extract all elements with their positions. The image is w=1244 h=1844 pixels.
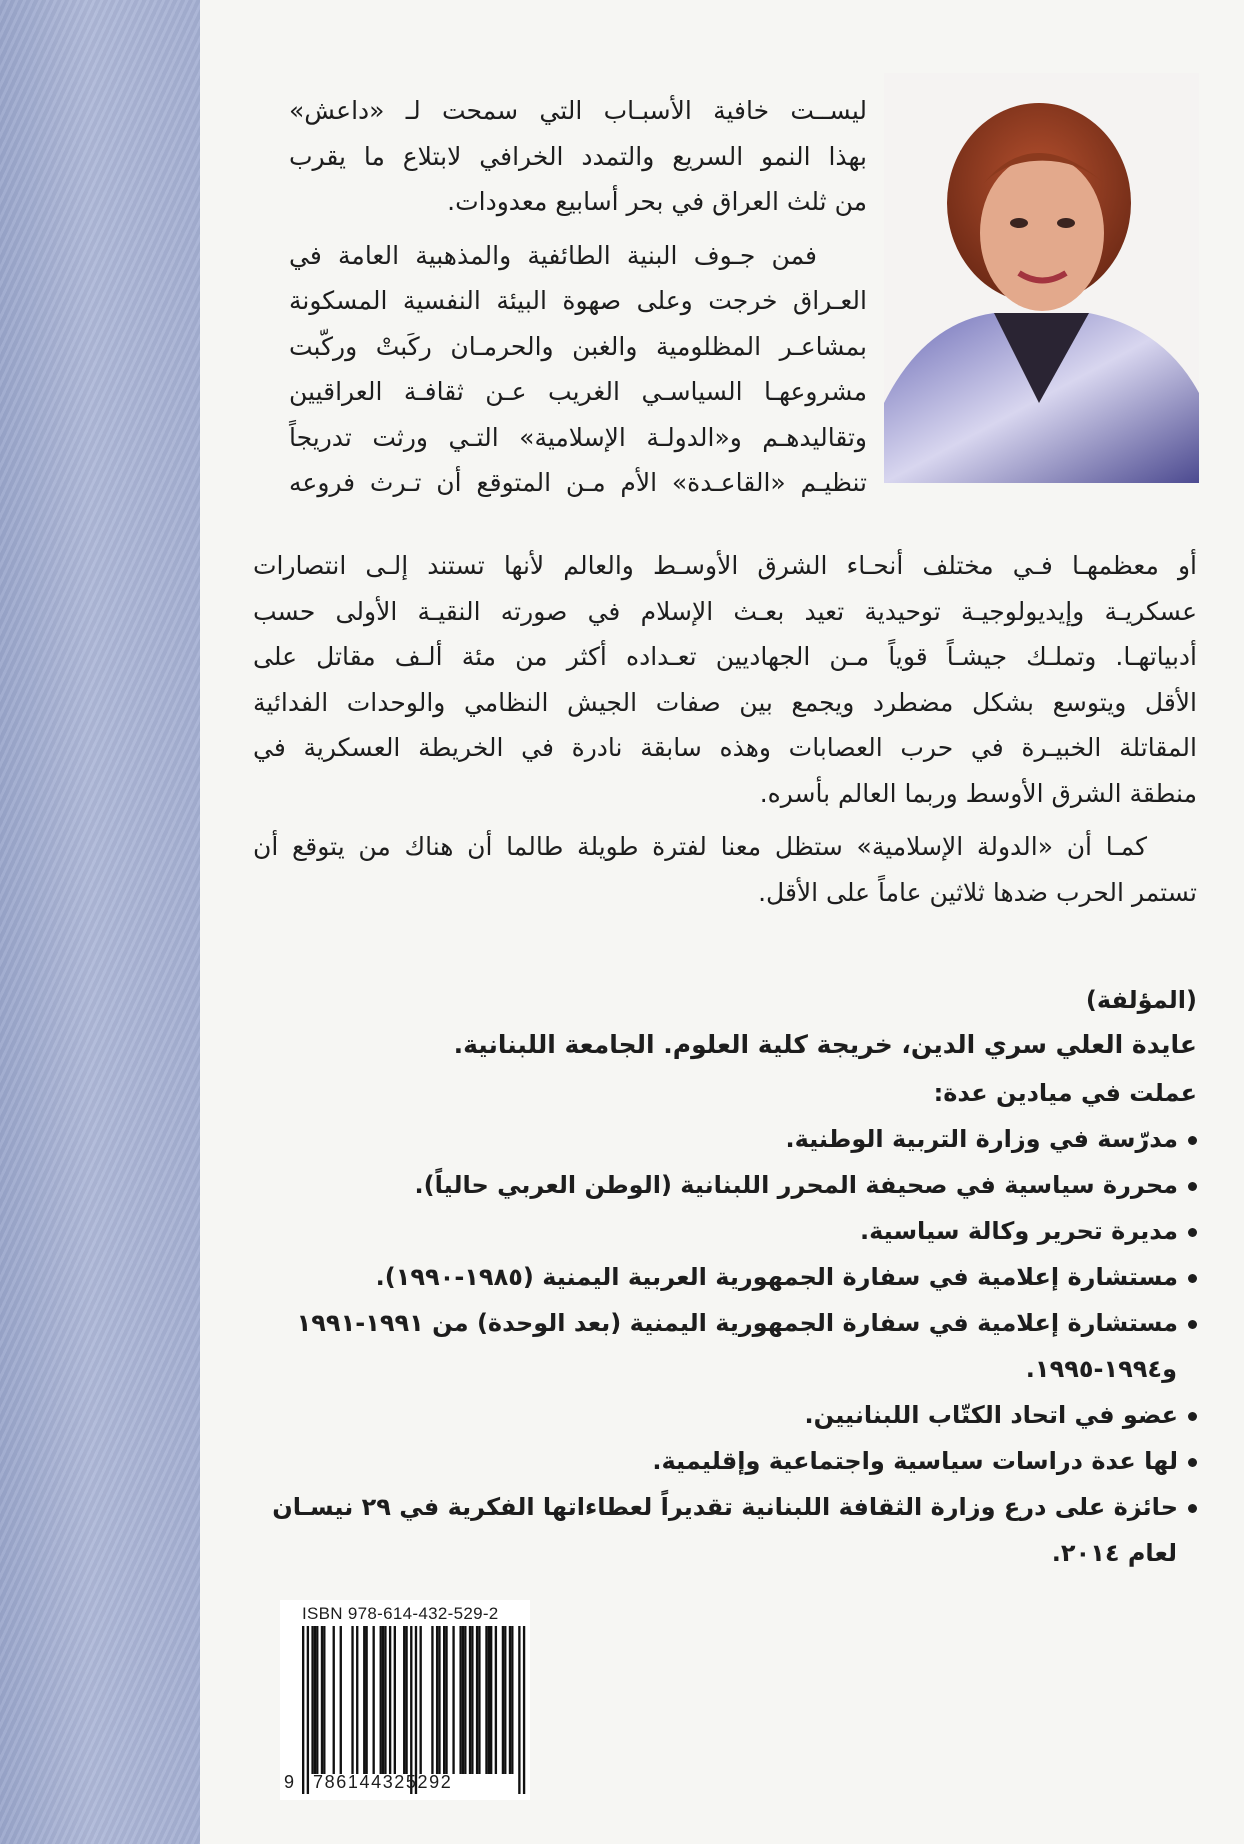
author-photo: [884, 73, 1199, 483]
barcode-bar: [488, 1626, 490, 1774]
barcode-bar: [471, 1626, 473, 1774]
barcode-bar: [314, 1626, 316, 1774]
text-line: أدبياتهـا. وتملـك جيشـاً قوياً مـن الجهاديين تعـداده أكثر من مئة ألـف مقاتل على: [253, 642, 1197, 671]
barcode-bar: [356, 1626, 358, 1774]
bullet-continuation: و١٩٩٤-١٩٩٥.: [1025, 1355, 1177, 1383]
barcode-bar: [311, 1626, 313, 1774]
barcode-bar: [302, 1626, 304, 1794]
barcode-bar: [476, 1626, 478, 1774]
isbn-barcode: [280, 1600, 530, 1800]
bullet-icon: [1188, 1274, 1197, 1283]
barcode-bar: [495, 1626, 497, 1774]
text-line: كمـا أن «الدولة الإسلامية» ستظل معنا لفترة طويلة طالما أن هناك من يتوقع أن: [253, 832, 1147, 861]
bullet-icon: [1188, 1504, 1197, 1513]
text-line: تستمر الحرب ضدها ثلاثين عاماً على الأقل.: [758, 877, 1197, 907]
barcode-bar: [511, 1626, 513, 1774]
barcode-bar: [420, 1626, 422, 1774]
bullet-text: مدرّسة في وزارة التربية الوطنية.: [785, 1125, 1178, 1153]
barcode-bar: [523, 1626, 525, 1794]
bio-bullet: [253, 1116, 1197, 1162]
text-line: العـراق خرجت وعلى صهوة البيئة النفسية المسكونة: [289, 286, 867, 315]
barcode-bar: [462, 1626, 464, 1774]
barcode-bar: [502, 1626, 504, 1774]
barcode-bar: [363, 1626, 365, 1774]
barcode-bar: [340, 1626, 342, 1774]
bio-bullet: [253, 1208, 1197, 1254]
bullet-text: مديرة تحرير وكالة سياسية.: [859, 1217, 1178, 1245]
bullet-icon: [1188, 1182, 1197, 1191]
bio-bullet: [253, 1254, 1197, 1300]
bullet-text: محررة سياسية في صحيفة المحرر اللبنانية (الوطن العربي حالياً).: [414, 1171, 1178, 1199]
text-line: مشروعهـا السياسـي الغريب عـن ثقافـة العراقيين: [289, 377, 867, 406]
bio-bullet: [253, 1392, 1197, 1438]
barcode-bar: [478, 1626, 480, 1774]
barcode-bar: [410, 1626, 412, 1794]
barcode-bar: [436, 1626, 438, 1774]
bullet-icon: [1188, 1458, 1197, 1467]
bullet-text: عضو في اتحاد الكتّاب اللبنانيين.: [804, 1401, 1178, 1429]
bio-bullet-list: [253, 1116, 1197, 1576]
barcode-bar: [452, 1626, 454, 1774]
fields-intro: عملت في ميادين عدة:: [933, 1079, 1197, 1107]
text-line: من ثلث العراق في بحر أسابيع معدودات.: [447, 187, 867, 216]
body-text: [253, 543, 1197, 915]
text-line: تنظيـم «القاعـدة» الأم مـن المتوقع أن تـرث فروعه: [289, 468, 867, 497]
text-line: ليســت خافية الأسبـاب التي سمحت لـ «داعش»: [289, 96, 867, 125]
bullet-icon: [1188, 1136, 1197, 1145]
text-line: بهذا النمو السريع والتمدد الخرافي لابتلاع ما يقرب: [289, 141, 867, 171]
bullet-icon: [1188, 1320, 1197, 1329]
text-line: الأقل ويتوسع بشكل مضطرد ويجمع بين صفات الجيش النظامي والوحدات الفدائية: [253, 687, 1197, 717]
text-line: أو معظمهـا فـي مختلف أنحـاء الشرق الأوسـط والعالم لأنها تستند إلـى انتصارات: [253, 551, 1197, 580]
bio-bullet: [253, 1162, 1197, 1208]
barcode-bar: [490, 1626, 492, 1774]
barcode-bar: [365, 1626, 367, 1774]
barcode-bar: [431, 1626, 433, 1774]
bullet-continuation: لعام ٢٠١٤.: [1051, 1539, 1177, 1567]
barcode-bar: [438, 1626, 440, 1774]
barcode-bar: [394, 1626, 396, 1774]
bio-bullet: [253, 1300, 1197, 1346]
bullet-text: مستشارة إعلامية في سفارة الجمهورية العربية اليمنية (١٩٨٥-١٩٩٠).: [375, 1263, 1178, 1291]
bullet-icon: [1188, 1228, 1197, 1237]
barcode-digits-rest: 786144325292: [313, 1772, 453, 1792]
text-line: وتقاليدهـم و«الدولـة الإسلامية» التـي ورثت تدريجاً: [289, 422, 867, 452]
text-line: منطقة الشرق الأوسط وربما العالم بأسره.: [759, 778, 1197, 808]
intro-text: [289, 88, 867, 506]
barcode-bar: [464, 1626, 466, 1774]
barcode-bar: [373, 1626, 375, 1774]
text-line: فمن جـوف البنية الطائفية والمذهبية العامة في: [289, 240, 817, 270]
barcode-bar: [307, 1626, 309, 1794]
barcode-bar: [485, 1626, 487, 1774]
text-line: بمشاعـر المظلومية والغبن والحرمـان ركَبتْ وركّبت: [289, 331, 867, 361]
barcode-bar: [443, 1626, 445, 1774]
bio-bullet: [253, 1438, 1197, 1484]
barcode-bars: [280, 1600, 530, 1800]
bullet-text: مستشارة إعلامية في سفارة الجمهورية اليمنية (بعد الوحدة) من ١٩٩١-١٩٩١: [296, 1309, 1178, 1337]
barcode-bar: [405, 1626, 407, 1774]
barcode-bar: [445, 1626, 447, 1774]
isbn-label: ISBN 978-614-432-529-2: [302, 1604, 499, 1623]
barcode-bar: [323, 1626, 325, 1774]
barcode-bar: [415, 1626, 417, 1794]
bullet-text: حائزة على درع وزارة الثقافة اللبنانية تقديراً لعطاءاتها الفكرية في ٢٩ نيسـان: [272, 1493, 1178, 1521]
barcode-bar: [403, 1626, 405, 1774]
author-name-line: عايدة العلي سري الدين، خريجة كلية العلوم. الجامعة اللبنانية.: [453, 1030, 1197, 1059]
blue-spine-strip: [0, 0, 200, 1844]
bullet-text: لها عدة دراسات سياسية واجتماعية وإقليمية.: [652, 1447, 1178, 1475]
text-line: المقاتلة الخبيـرة في حرب العصابات وهذه سابقة نادرة في الخريطة العسكرية في: [253, 733, 1197, 762]
barcode-bar: [333, 1626, 335, 1774]
barcode-bar: [518, 1626, 520, 1794]
barcode-bar: [321, 1626, 323, 1774]
barcode-bar: [384, 1626, 386, 1774]
author-bio: [253, 980, 1197, 1576]
barcode-bar: [316, 1626, 318, 1774]
barcode-bar: [389, 1626, 391, 1774]
barcode-bar: [509, 1626, 511, 1774]
barcode-bar: [351, 1626, 353, 1774]
bio-bullet: [253, 1484, 1197, 1530]
text-line: عسكريـة وإيديولوجيـة توحيدية تعيد بعـث الإسلام في صورته النقيـة الأولى حسب: [253, 596, 1197, 626]
barcode-bar: [469, 1626, 471, 1774]
bullet-icon: [1188, 1412, 1197, 1421]
barcode-digits: [284, 1772, 452, 1793]
barcode-bar: [380, 1626, 382, 1774]
barcode-bar: [382, 1626, 384, 1774]
barcode-first-digit: 9: [284, 1772, 295, 1792]
barcode-bar: [459, 1626, 461, 1774]
author-label: (المؤلفة): [1085, 986, 1197, 1014]
barcode-bar: [504, 1626, 506, 1774]
